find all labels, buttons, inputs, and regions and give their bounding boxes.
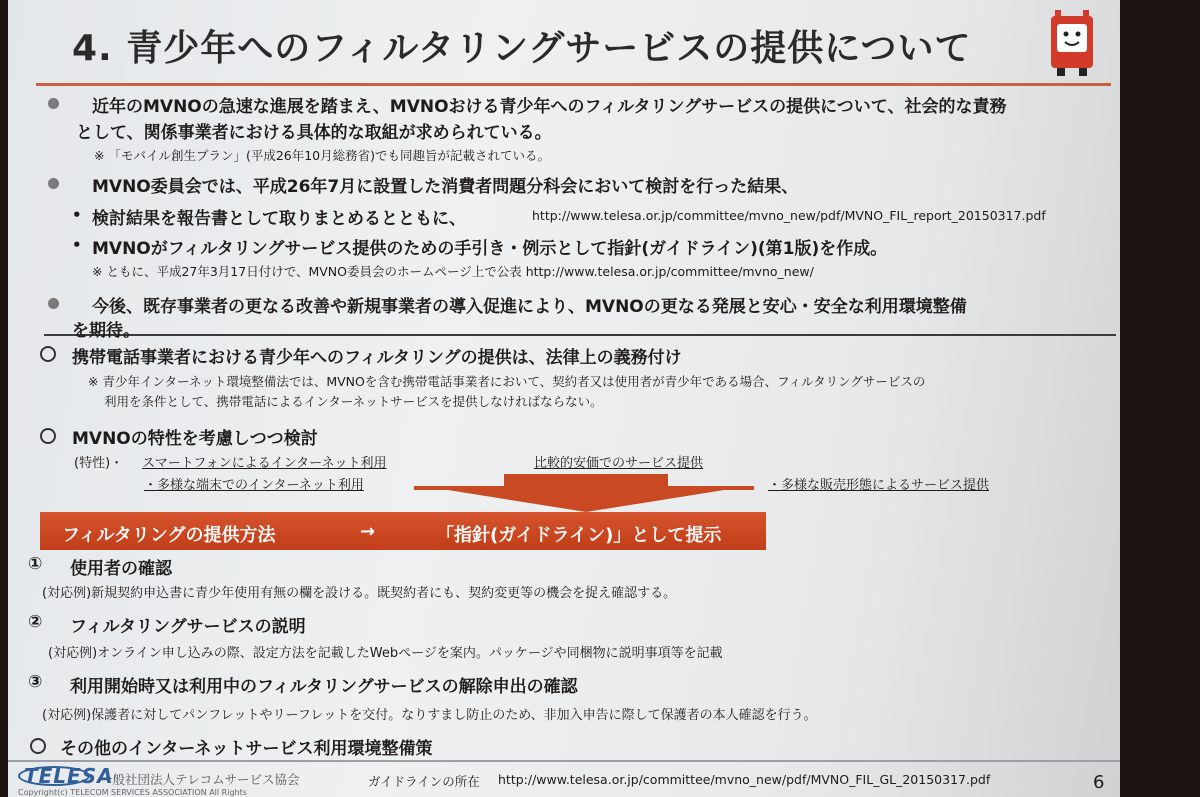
bullet-dot-icon: [48, 298, 59, 309]
telesa-mascot-icon: [1043, 6, 1101, 78]
method-3-num: ③: [28, 672, 43, 692]
summary-p2-bullet1: 検討結果を報告書として取りまとめるとともに、: [92, 209, 466, 229]
summary-p2-note: ※ ともに、平成27年3月17日付けで、MVNO委員会のホームページ上で公表 http://www.telesa.or.jp/committee/mvno_new/: [92, 264, 814, 279]
summary-p2-bullet2: MVNOがフィルタリングサービス提供のための手引き・例示として指針(ガイドライン)(第1版)を作成。: [92, 239, 888, 259]
trait-low-price: 比較的安価でのサービス提供: [534, 456, 704, 471]
summary-p2-line1: MVNO委員会では、平成26年7月に設置した消費者問題分科会において検討を行った結果、: [92, 177, 799, 197]
method-1-title: 使用者の確認: [70, 559, 172, 579]
other-measures: その他のインターネットサービス利用環境整備策: [60, 739, 433, 759]
banner-left-label: フィルタリングの提供方法: [62, 525, 276, 546]
slide: [8, 0, 1120, 797]
footer-divider: [8, 760, 1120, 762]
footer-copyright: Copyright(c) TELECOM SERVICES ASSOCIATION All Rights: [18, 788, 247, 797]
summary-p3-line1: 今後、既存事業者の更なる改善や新規事業者の導入促進により、MVNOの更なる発展と安心・安全な利用環境整備: [92, 297, 967, 317]
bullet-dot-icon: [48, 178, 59, 189]
traits-prefix: (特性)・: [74, 456, 124, 471]
legal-note-line2: 利用を条件として、携帯電話によるインターネットサービスを提供しなければならない。: [104, 394, 603, 409]
banner-right-label: 「指針(ガイドライン)」として提示: [436, 525, 722, 546]
open-circle-icon: [30, 738, 46, 754]
down-arrow-icon: [448, 490, 724, 512]
trait-sales-forms: ・多様な販売形態によるサービス提供: [768, 478, 990, 493]
method-3-title: 利用開始時又は利用中のフィルタリングサービスの解除申出の確認: [70, 677, 578, 697]
open-circle-icon: [40, 428, 56, 444]
method-banner: [40, 512, 766, 550]
guideline-url-link[interactable]: http://www.telesa.or.jp/committee/mvno_new/pdf/MVNO_FIL_GL_20150317.pdf: [498, 772, 991, 787]
summary-p3-line2: を期待。: [72, 321, 140, 341]
legal-note-line1: ※ 青少年インターネット環境整備法では、MVNOを含む携帯電話事業者において、契約者又は使用者が青少年である場合、フィルタリングサービスの: [88, 374, 926, 389]
banner-arrow: →: [360, 521, 376, 542]
method-1-num: ①: [28, 554, 43, 574]
open-circle-icon: [40, 346, 56, 362]
bullet-dot-icon: [48, 98, 59, 109]
footer-org: 一般社団法人テレコムサービス協会: [100, 772, 300, 787]
summary-p2-bullet1-mark: •: [72, 206, 82, 224]
legal-heading: 携帯電話事業者における青少年へのフィルタリングの提供は、法律上の義務付け: [72, 348, 682, 368]
summary-p1-line2: として、関係事業者における具体的な取組が求められている。: [76, 123, 552, 143]
report-url-link[interactable]: http://www.telesa.or.jp/committee/mvno_new/pdf/MVNO_FIL_report_20150317.pdf: [532, 208, 1046, 223]
summary-p1-line1: 近年のMVNOの急速な進展を踏まえ、MVNOおける青少年へのフィルタリングサービスの提供について、社会的な責務: [92, 97, 1007, 117]
summary-p1-note: ※ 「モバイル創生プラン」(平成26年10月総務省)でも同趣旨が記載されている。: [94, 148, 551, 163]
telesa-logo: TELESA: [24, 764, 114, 788]
traits-heading: MVNOの特性を考慮しつつ検討: [72, 429, 318, 449]
trait-various-devices: ・多様な端末でのインターネット利用: [144, 478, 364, 493]
summary-p2-bullet2-mark: •: [72, 236, 82, 254]
method-2-num: ②: [28, 612, 43, 632]
page-number: 6: [1093, 772, 1105, 793]
method-2-title: フィルタリングサービスの説明: [70, 617, 306, 637]
method-3-example: (対応例)保護者に対してパンフレットやリーフレットを交付。なりすまし防止のため、非加入申告に際して保護者の本人確認を行う。: [42, 708, 817, 723]
method-2-example: (対応例)オンライン申し込みの際、設定方法を記載したWebページを案内。パッケージや同梱物に説明事項等を記載: [48, 646, 723, 661]
slide-title: 4. 青少年へのフィルタリングサービスの提供について: [72, 28, 972, 69]
guideline-label: ガイドラインの所在: [368, 774, 480, 789]
method-1-example: (対応例)新規契約申込書に青少年使用有無の欄を設ける。既契約者にも、契約変更等の機会を捉え確認する。: [42, 586, 677, 601]
title-divider: [36, 83, 1111, 86]
trait-smartphone: スマートフォンによるインターネット利用: [142, 456, 387, 471]
